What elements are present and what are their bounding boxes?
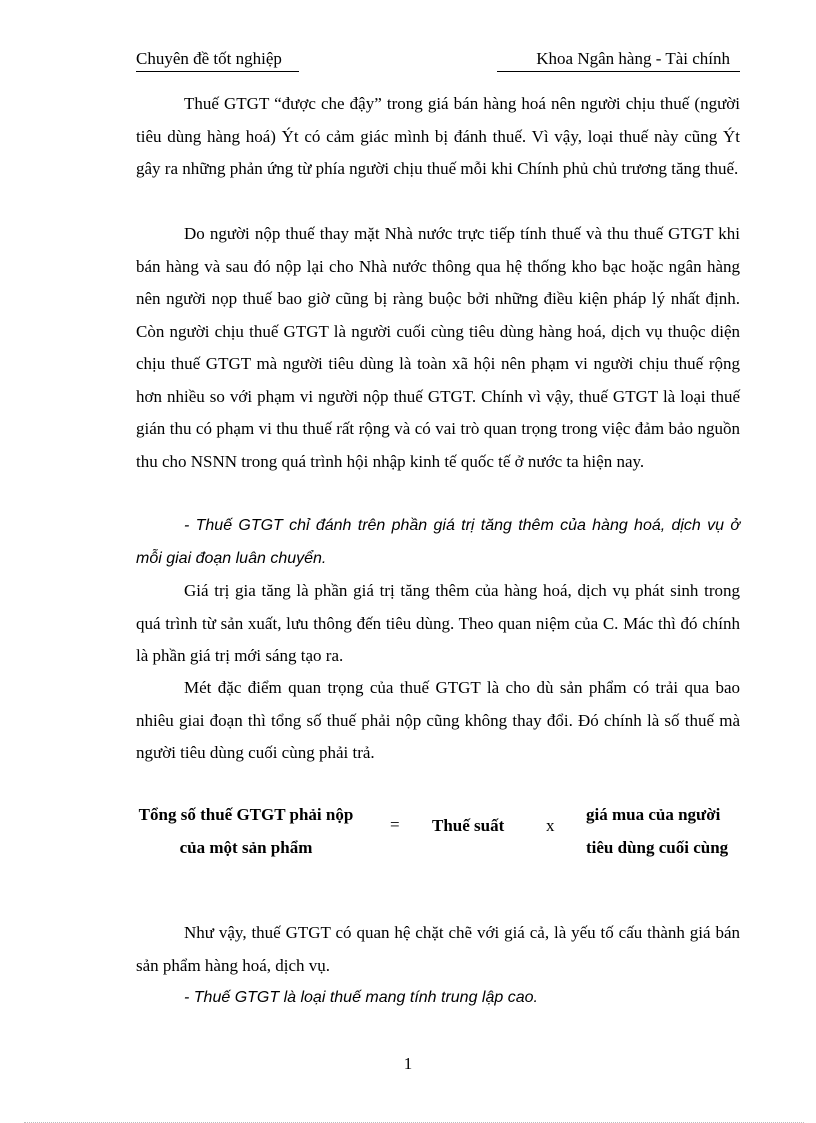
paragraph-taxpayer-scope: Do người nộp thuế thay mặt Nhà nước trực tiếp tính thuế và thu thuế GTGT khi bán hàng và sau đó nộp lại cho Nhà nước thông qua hệ thống kho bạc hoặc ngân hàng nên người nọp thuế bao giờ cũng bị ràng buộc bởi những điều kiện pháp lý nhất định. Còn người chịu thuế GTGT là người cuối cùng tiêu dùng hàng hoá, dịch vụ thuộc diện chịu thuế GTGT mà người tiêu dùng là toàn xã hội nên phạm vi người chịu thuế rộng hơn nhiều so với phạm vi người nộp thuế GTGT. Chính vì vậy, thuế GTGT là loại thuế gián thu có phạm vi thu thuế rất rộng và có vai trò quan trọng trong việc đảm bảo nguồn thu cho NSNN trong quá trình hội nhập kinh tế quốc tế ở nước ta hiện nay. [136,224,740,471]
formula-multiply-sign: x [546,816,555,835]
formula-tax-rate: Thuế suất [432,816,505,835]
formula-left-line1: Tổng số thuế GTGT phải nộp [138,805,354,824]
paragraph-value-added-only: - Thuế GTGT chỉ đánh trên phần giá trị tăng thêm của hàng hoá, dịch vụ ở mỗi giai đoạn luân chuyển. [136,517,740,567]
formula-right-side [586,798,756,864]
tax-formula [0,798,816,864]
header-left-title: Chuyên đề tốt nghiệp [136,47,299,72]
paragraph-neutral-tax: - Thuế GTGT là loại thuế mang tính trung lập cao. [184,989,538,1006]
page-number: 1 [403,1054,413,1073]
formula-right-line1: giá mua của người [586,805,721,824]
paragraph-hidden-tax: Thuế GTGT “được che đậy” trong giá bán hàng hoá nên người chịu thuế (người tiêu dùng hàng hoá) Ýt có cảm giác mình bị đánh thuế. Vì vậy, loại thuế này cũng Ýt gây ra những phản ứng từ phía người chịu thuế mỗi khi Chính phủ chủ trương tăng thuế. [136,94,740,178]
formula-left-line2: của một sản phẩm [179,838,313,857]
formula-right-line2: tiêu dùng cuối cùng [586,838,729,857]
paragraph-price-relation: Như vậy, thuế GTGT có quan hệ chặt chẽ với giá cả, là yếu tố cấu thành giá bán sản phẩm hàng hoá, dịch vụ. [136,923,740,975]
paragraph-total-tax-constant: Mét đặc điểm quan trọng của thuế GTGT là cho dù sản phẩm có trải qua bao nhiêu giai đoạn thì tổng số thuế phải nộp cũng không thay đổi. Đó chính là số thuế mà người tiêu dùng cuối cùng phải trả. [136,678,740,762]
formula-left-side [120,798,372,864]
header-right-title: Khoa Ngân hàng - Tài chính [497,47,740,72]
formula-equals-sign: = [390,815,400,834]
paragraph-value-added-definition: Giá trị gia tăng là phần giá trị tăng thêm của hàng hoá, dịch vụ phát sinh trong quá trình từ sản xuất, lưu thông đến tiêu dùng. Theo quan niệm của C. Mác thì đó chính là phần giá trị mới sáng tạo ra. [136,581,740,665]
page-header [136,47,740,71]
